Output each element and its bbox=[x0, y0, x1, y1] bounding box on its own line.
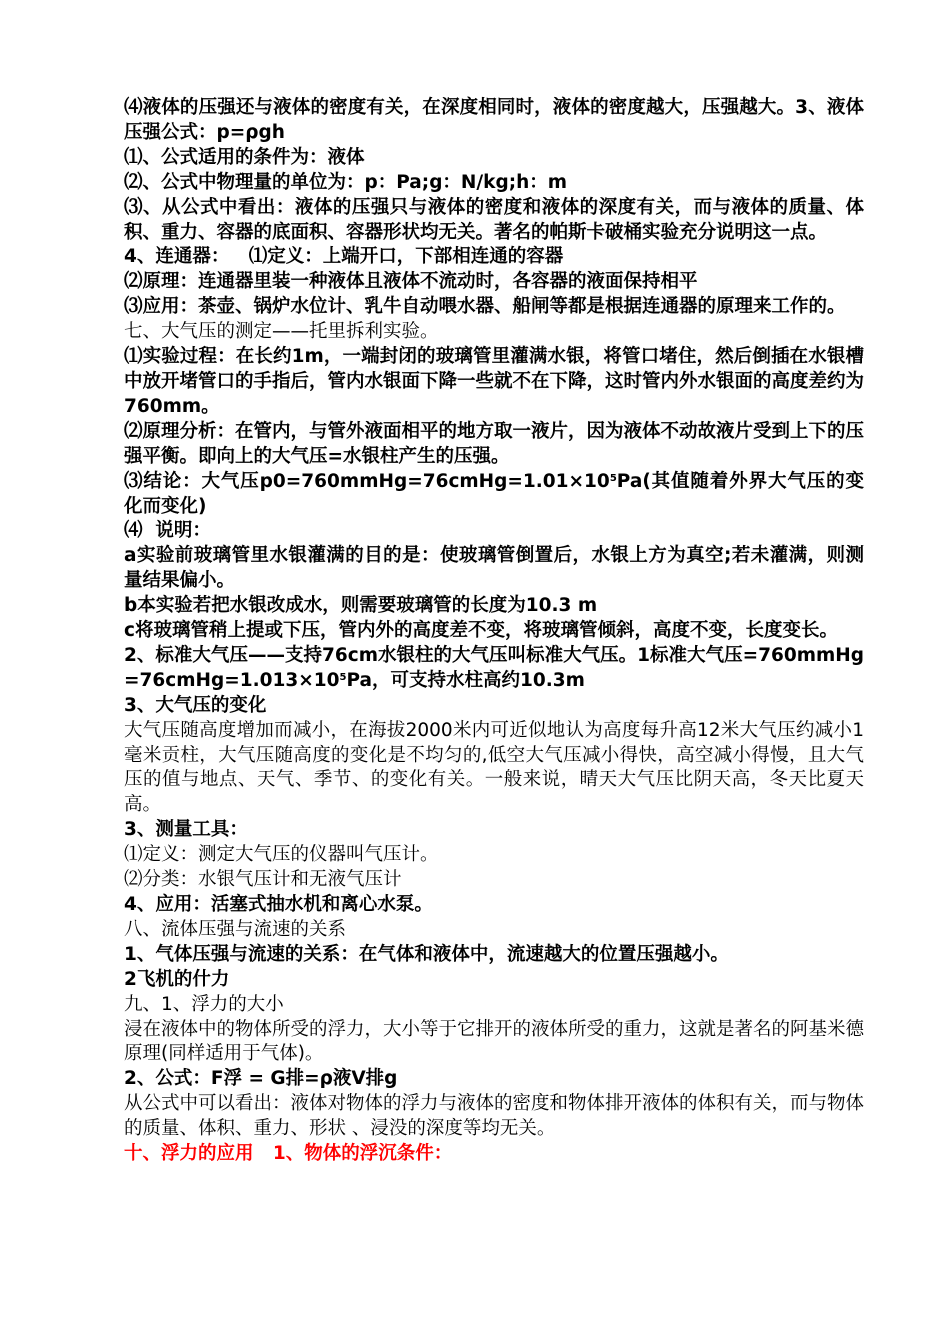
heading-connected-vessels: 4、连通器： ⑴定义：上端开口，下部相连通的容器 bbox=[124, 246, 564, 268]
standard-text-before: 2、标准大气压——支持76cm水银柱的大气压叫标准大气压。1标准大气压=760mmHg=76cmHg=1.013×10 bbox=[124, 644, 864, 691]
paragraph-airplane-lift: 2飞机的什力 bbox=[124, 968, 230, 990]
paragraph-formula-units: ⑵、公式中物理量的单位为：p：Pa;g：N/kg;h：m bbox=[124, 171, 568, 193]
heading-section-nine: 九、1、浮力的大小 bbox=[124, 993, 284, 1015]
paragraph-barometer-types: ⑵分类：水银气压计和无液气压计 bbox=[124, 869, 402, 891]
standard-exponent: 5 bbox=[339, 671, 347, 683]
paragraph-pressure-change: 大气压随高度增加而减小，在海拔2000米内可近似地认为高度每升高12米大气压约减小1毫米贡柱，大气压随高度的变化是不均匀的,低空大气压减小得快，高空减小得慢，且大气压的值与地点、天气、季节、的变化有关。一般来说，晴天大气压比阴天高，冬天比夏天高。 bbox=[124, 719, 864, 816]
paragraph-explanation-heading: ⑷ 说明： bbox=[124, 520, 211, 542]
paragraph-explanation-a: a实验前玻璃管里水银灌满的目的是：使玻璃管倒置后，水银上方为真空;若未灌满，则测量结果偏小。 bbox=[124, 545, 864, 592]
document-body bbox=[124, 96, 864, 1167]
conclusion-text-after: Pa(其值随着外界大气压的变化而变化) bbox=[124, 470, 864, 517]
paragraph-liquid-pressure-density: ⑷液体的压强还与液体的密度有关，在深度相同时，液体的密度越大，压强越大。3、液体压强公式：p=ρgh bbox=[124, 97, 864, 143]
paragraph-buoyancy-analysis: 从公式中可以看出：液体对物体的浮力与液体的密度和物体排开液体的体积有关，而与物体的质量、体积、重力、形状 、浸没的深度等均无关。 bbox=[124, 1093, 865, 1140]
paragraph-formula-analysis: ⑶、从公式中看出：液体的压强只与液体的密度和液体的深度有关，而与液体的质量、体积、重力、容器的底面积、容器形状均无关。著名的帕斯卡破桶实验充分说明这一点。 bbox=[124, 196, 864, 243]
conclusion-text-before: ⑶结论：大气压p0=760mmHg=76cmHg=1.01×10 bbox=[124, 470, 610, 492]
paragraph-principle-analysis: ⑵原理分析：在管内，与管外液面相平的地方取一液片，因为液体不动故液片受到上下的压强平衡。即向上的大气压=水银柱产生的压强。 bbox=[124, 420, 865, 467]
paragraph-barometer-definition: ⑴定义：测定大气压的仪器叫气压计。 bbox=[124, 844, 439, 866]
heading-section-ten: 十、浮力的应用 1、物体的浮沉条件： bbox=[124, 1143, 453, 1165]
paragraph-explanation-c: c将玻璃管稍上提或下压，管内外的高度差不变，将玻璃管倾斜，高度不变，长度变长。 bbox=[124, 620, 838, 642]
heading-measuring-tools: 3、测量工具： bbox=[124, 819, 248, 841]
paragraph-formula-condition: ⑴、公式适用的条件为：液体 bbox=[124, 146, 365, 168]
paragraph-vessels-principle: ⑵原理：连通器里装一种液体且液体不流动时，各容器的液面保持相平 bbox=[124, 271, 698, 293]
paragraph-explanation-b: b本实验若把水银改成水，则需要玻璃管的长度为10.3 m bbox=[124, 595, 598, 617]
heading-section-eight: 八、流体压强与流速的关系 bbox=[124, 918, 347, 940]
paragraph-experiment-process: ⑴实验过程：在长约1m，一端封闭的玻璃管里灌满水银，将管口堵住，然后倒插在水银槽中放开堵管口的手指后，管内水银面下降一些就不在下降，这时管内外水银面的高度差约为760mm。 bbox=[124, 346, 865, 417]
paragraph-standard-pressure bbox=[124, 644, 864, 694]
paragraph-archimedes: 浸在液体中的物体所受的浮力，大小等于它排开的液体所受的重力，这就是著名的阿基米德原理(同样适用于气体)。 bbox=[124, 1018, 865, 1065]
standard-text-after: Pa，可支持水柱高约10.3m bbox=[346, 669, 585, 691]
paragraph-buoyancy-formula: 2、公式：F浮 = G排=ρ液V排g bbox=[124, 1068, 398, 1090]
paragraph-flow-pressure: 1、气体压强与流速的关系：在气体和液体中，流速越大的位置压强越小。 bbox=[124, 943, 729, 965]
heading-section-seven: 七、大气压的测定——托里拆利实验。 bbox=[124, 321, 439, 343]
conclusion-exponent: 5 bbox=[609, 472, 617, 484]
paragraph-applications: 4、应用：活塞式抽水机和离心水泵。 bbox=[124, 894, 433, 915]
heading-pressure-change: 3、大气压的变化 bbox=[124, 694, 267, 716]
paragraph-conclusion bbox=[124, 470, 864, 520]
paragraph-vessels-application: ⑶应用：茶壶、锅炉水位计、乳牛自动喂水器、船闸等都是根据连通器的原理来工作的。 bbox=[124, 296, 846, 318]
